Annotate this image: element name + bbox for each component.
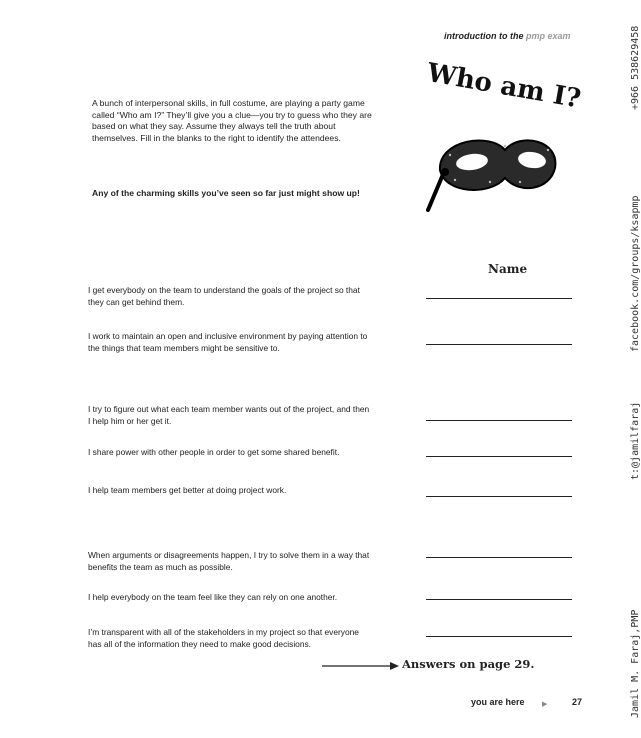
- answer-blank[interactable]: [426, 636, 572, 637]
- page-number: 27: [572, 697, 583, 707]
- clue-text: I get everybody on the team to understand the goals of the project so that they can get behind them.: [88, 285, 360, 307]
- clue-text: I work to maintain an open and inclusive environment by paying attention to the things that team members might be sensitive to.: [88, 331, 368, 353]
- footer-you-are-here: you are here: [471, 697, 525, 707]
- answer-blank[interactable]: [426, 298, 572, 299]
- clue-text: I’m transparent with all of the stakeholders in my project so that everyone has all of the information they need to make good decisions.: [88, 627, 359, 649]
- clue-text: I try to figure out what each team member wants out of the project, and then I help him or her get it.: [88, 404, 370, 426]
- answer-blank[interactable]: [426, 344, 572, 345]
- side-phone: +966 538629458: [630, 25, 641, 110]
- clue-text: I share power with other people in order to get some shared benefit.: [88, 447, 340, 457]
- arrow-right-icon: [322, 661, 400, 671]
- side-twitter: t:@jamilfaraj: [630, 401, 641, 480]
- name-column-label: Name: [488, 262, 528, 276]
- running-header: [444, 31, 571, 41]
- masquerade-mask-image: [410, 110, 560, 215]
- header-prefix: introduction to the: [444, 31, 524, 41]
- answer-blank[interactable]: [426, 496, 572, 497]
- header-accent: pmp exam: [526, 31, 571, 41]
- intro-bold-note: Any of the charming skills you’ve seen so far just might show up!: [92, 188, 360, 198]
- side-author: Jamil M. Faraj,PMP: [630, 609, 641, 718]
- answer-blank[interactable]: [426, 599, 572, 600]
- side-watermark: [608, 0, 641, 738]
- clue-text: When arguments or disagreements happen, I try to solve them in a way that benefits the team as much as possible.: [88, 550, 370, 572]
- answer-blank[interactable]: [426, 420, 572, 421]
- intro-paragraph: A bunch of interpersonal skills, in full costume, are playing a party game called “Who am I?” They’ll give you a clue—you try to guess who they are based on what they say. Assume they always tell the truth about themselves. Fill in the blanks to the right to identify the attendees.: [92, 98, 372, 143]
- clue-text: I help everybody on the team feel like they can rely on one another.: [88, 592, 338, 602]
- clue-text: I help team members get better at doing project work.: [88, 485, 287, 495]
- answer-blank[interactable]: [426, 557, 572, 558]
- side-facebook: facebook.com/groups/ksapmp: [630, 195, 641, 352]
- page-title: Who am I?: [424, 58, 583, 115]
- answer-blank[interactable]: [426, 456, 572, 457]
- triangle-right-icon: ▶: [542, 701, 548, 708]
- answers-note-text: Answers on page 29.: [402, 657, 535, 671]
